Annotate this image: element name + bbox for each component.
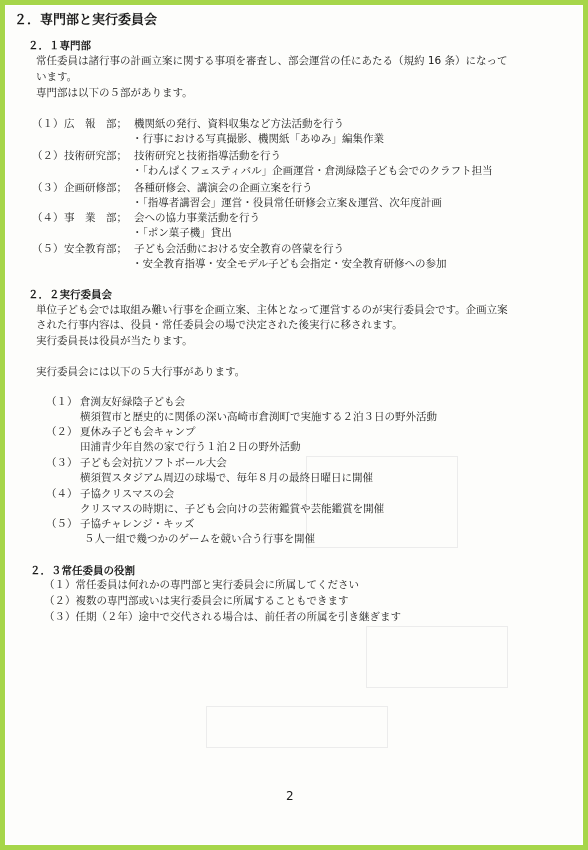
paragraph-line: 実行委員長は役員が当たります。 bbox=[36, 335, 193, 347]
event-number: （３） bbox=[46, 457, 78, 469]
event-name: 夏休み子ども会キャンプ bbox=[80, 426, 196, 438]
event-name: 子協チャレンジ・キッズ bbox=[80, 518, 195, 530]
paragraph-line: 単位子ども会では取組み難い行事を企画立案、主体となって運営するのが実行委員会です。企画立案 bbox=[36, 304, 508, 316]
dept-desc: 子ども会活動における安全教育の啓蒙を行う bbox=[134, 243, 344, 255]
dept-number: （３） bbox=[32, 182, 64, 194]
dept-number: （２） bbox=[32, 150, 64, 162]
event-number: （２） bbox=[46, 426, 78, 438]
dept-sub: ・「ポン菓子機」貸出 bbox=[132, 227, 232, 239]
dept-name: 広 報 部； bbox=[64, 118, 127, 130]
dept-sub: ・安全教育指導・安全モデル子ども会指定・安全教育研修への参加 bbox=[132, 258, 447, 270]
event-desc: ５人一組で幾つかのゲームを競い合う行事を開催 bbox=[84, 533, 315, 545]
event-desc: 横須賀市と歴史的に関係の深い高崎市倉渕町で実施する２泊３日の野外活動 bbox=[80, 411, 437, 423]
event-number: （１） bbox=[46, 396, 78, 408]
event-desc: クリスマスの時期に、子ども会向けの芸術鑑賞や芸能鑑賞を開催 bbox=[80, 503, 385, 515]
dept-name: 企画研修部； bbox=[64, 182, 127, 194]
dept-desc: 機関紙の発行、資料収集など方法活動を行う bbox=[134, 118, 344, 130]
event-desc: 田浦青少年自然の家で行う１泊２日の野外活動 bbox=[80, 441, 301, 453]
intro-line-2: います。 bbox=[36, 71, 78, 83]
page-number: 2 bbox=[286, 789, 294, 803]
event-number: （４） bbox=[46, 488, 78, 500]
role-item: （３）任期（２年）途中で交代される場合は、前任者の所属を引き継ぎます bbox=[44, 611, 401, 623]
dept-name: 安全教育部； bbox=[64, 243, 127, 255]
dept-desc: 技術研究と技術指導活動を行う bbox=[134, 150, 281, 162]
subsection-title-2-2: ２．２実行委員会 bbox=[28, 289, 112, 301]
paragraph-line: 実行委員会には以下の５大行事があります。 bbox=[36, 366, 246, 378]
dept-name: 事 業 部； bbox=[64, 212, 127, 224]
role-item: （２）複数の専門部或いは実行委員会に所属することもできます bbox=[44, 595, 349, 607]
intro-line-1: 常任委員は諸行事の計画立案に関する事項を審査し、部会運営の任にあたる（規約 16 条）になって bbox=[36, 55, 508, 67]
dept-number: （４） bbox=[32, 212, 64, 224]
dept-name: 技術研究部； bbox=[64, 150, 127, 162]
event-name: 子ども会対抗ソフトボール大会 bbox=[80, 457, 227, 469]
dept-number: （５） bbox=[32, 243, 64, 255]
subsection-title-2-1: ２．１専門部 bbox=[28, 40, 91, 52]
role-item: （１）常任委員は何れかの専門部と実行委員会に所属してください bbox=[44, 579, 359, 591]
dept-sub: ・「わんぱくフェスティバル」企画運営・倉渕緑陰子ども会でのクラフト担当 bbox=[132, 165, 493, 177]
event-name: 子協クリスマスの会 bbox=[80, 488, 175, 500]
dept-sub: ・行事における写真撮影、機関紙「あゆみ」編集作業 bbox=[132, 133, 384, 145]
dept-number: （１） bbox=[32, 118, 64, 130]
dept-sub: ・「指導者講習会」運営・役員常任研修会立案＆運営、次年度計画 bbox=[132, 197, 442, 209]
intro-line-3: 専門部は以下の５部があります。 bbox=[36, 87, 193, 99]
paragraph-line: された行事内容は、役員・常任委員会の場で決定された後実行に移されます。 bbox=[36, 319, 403, 331]
dept-desc: 会への協力事業活動を行う bbox=[134, 212, 260, 224]
dept-desc: 各種研修会、講演会の企画立案を行う bbox=[134, 182, 313, 194]
event-name: 倉渕友好緑陰子ども会 bbox=[80, 396, 185, 408]
event-desc: 横須賀スタジアム周辺の球場で、毎年８月の最終日曜日に開催 bbox=[80, 472, 374, 484]
section-heading: ２．専門部と実行委員会 bbox=[14, 13, 158, 28]
event-number: （５） bbox=[46, 518, 78, 530]
document-page bbox=[6, 6, 582, 844]
subsection-title-2-3: ２．３常任委員の役割 bbox=[30, 565, 135, 577]
